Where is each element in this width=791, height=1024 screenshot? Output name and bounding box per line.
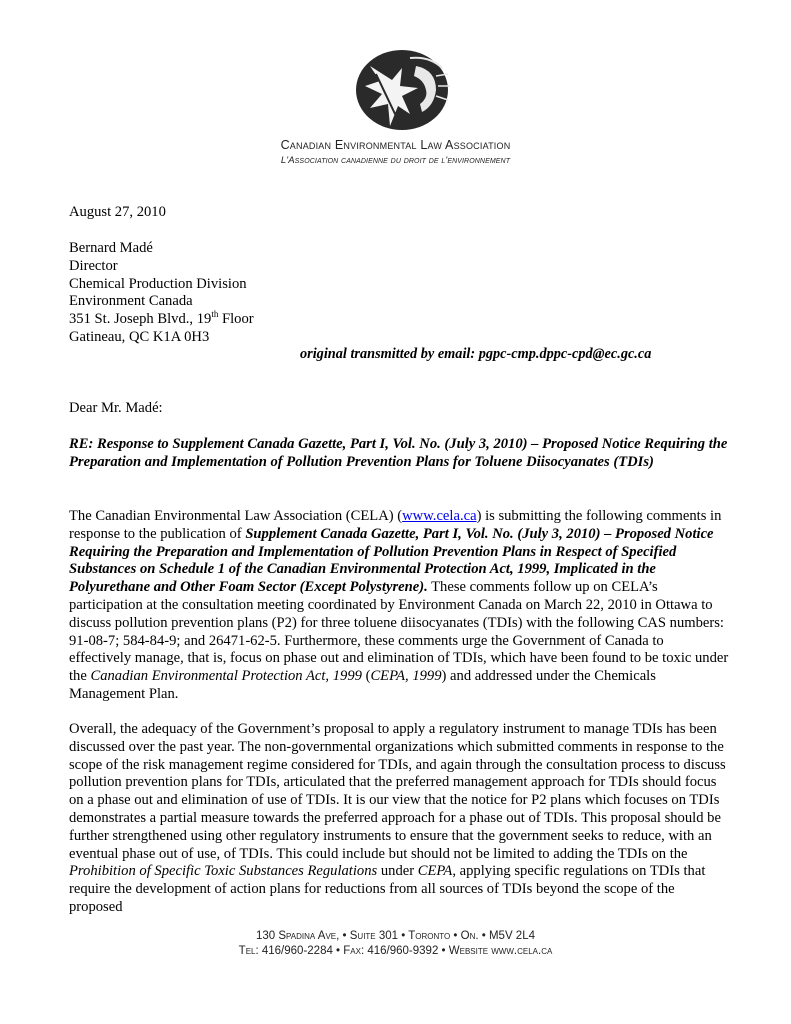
recipient-department: Environment Canada	[69, 293, 193, 310]
recipient-title: Director	[69, 257, 118, 274]
cela-logo-icon	[340, 46, 460, 136]
paragraph-2: Overall, the adequacy of the Government’s proposal to apply a regulatory instrument to manage TDIs has been discussed over the past year. The non-governmental organizations which submitted comments in response to the scope of the risk management regime considered for TDIs, and again through the consultation process to discuss pollution prevention plans for TDIs, articulated that the preferred management approach for TDIs should focus on a phase out and elimination of use of TDIs. It is our view that the notice for P2 plans which focuses on TDIs demonstrates a partial measure towards the preferred approach for a phase out of TDIs. This proposal should be further strengthened using other regulatory instruments to ensure that the government seeks to reduce, with an eventual phase out of use, of TDIs. This could include but should not be limited to adding the TDIs on the Prohibition of Specific Toxic Substances Regulations under CEPA, applying specific regulations on TDIs that require the development of action plans for reductions from all sources of TDIs beyond the scope of the proposed	[69, 721, 726, 915]
subject-line: RE: Response to Supplement Canada Gazette, Part I, Vol. No. (July 3, 2010) – Proposed Notice Requiring the Preparation and Implementation of Pollution Prevention Plans for Toluene Diisocyanates (TDIs)	[69, 436, 728, 470]
recipient-city: Gatineau, QC K1A 0H3	[69, 328, 210, 345]
paragraph-1: The Canadian Environmental Law Association (CELA) (www.cela.ca) is submitting the following comments in response to the publication of Supplement Canada Gazette, Part I, Vol. No. (July 3, 2010) – Proposed Notice Requiring the Preparation and Implementation of Pollution Prevention Plans in Respect of Specified Substances on Schedule 1 of the Canadian Environmental Protection Act, 1999, Implicated in the Polyurethane and Other Foam Sector (Except Polystyrene). These comments follow up on CELA’s participation at the consultation meeting coordinated by Environment Canada on March 22, 2010 in Ottawa to discuss pollution prevention plans (P2) for three toluene diisocyanates (TDIs) with the following CAS numbers: 91-08-7; 584-84-9; and 26471-62-5. Furthermore, these comments urge the Government of Canada to effectively manage, that is, focus on phase out and elimination of TDIs, which have been found to be toxic under the Canadian Environmental Protection Act, 1999 (CEPA, 1999) and addressed under the Chemicals Management Plan.	[69, 508, 729, 702]
recipient-division: Chemical Production Division	[69, 275, 247, 292]
transmittal-note: original transmitted by email: pgpc-cmp.dppc-cpd@ec.gc.ca	[300, 346, 652, 362]
cela-website-link[interactable]: www.cela.ca	[402, 508, 477, 524]
salutation: Dear Mr. Madé:	[69, 400, 163, 416]
recipient-name: Bernard Madé	[69, 240, 153, 256]
recipient-street: 351 St. Joseph Blvd., 19th Floor	[69, 309, 254, 328]
org-name-french: L'Association canadienne du droit de l'environnement	[280, 155, 511, 166]
org-name: Canadian Environmental Law Association	[280, 138, 511, 152]
footer-address: 130 Spadina Ave, • Suite 301 • Toronto • On. • M5V 2L4	[255, 930, 535, 942]
recipient-address	[69, 240, 729, 347]
footer-contact: Tel: 416/960-2284 • Fax: 416/960-9392 • Website www.cela.ca	[238, 945, 553, 957]
letter-date: August 27, 2010	[69, 204, 166, 220]
